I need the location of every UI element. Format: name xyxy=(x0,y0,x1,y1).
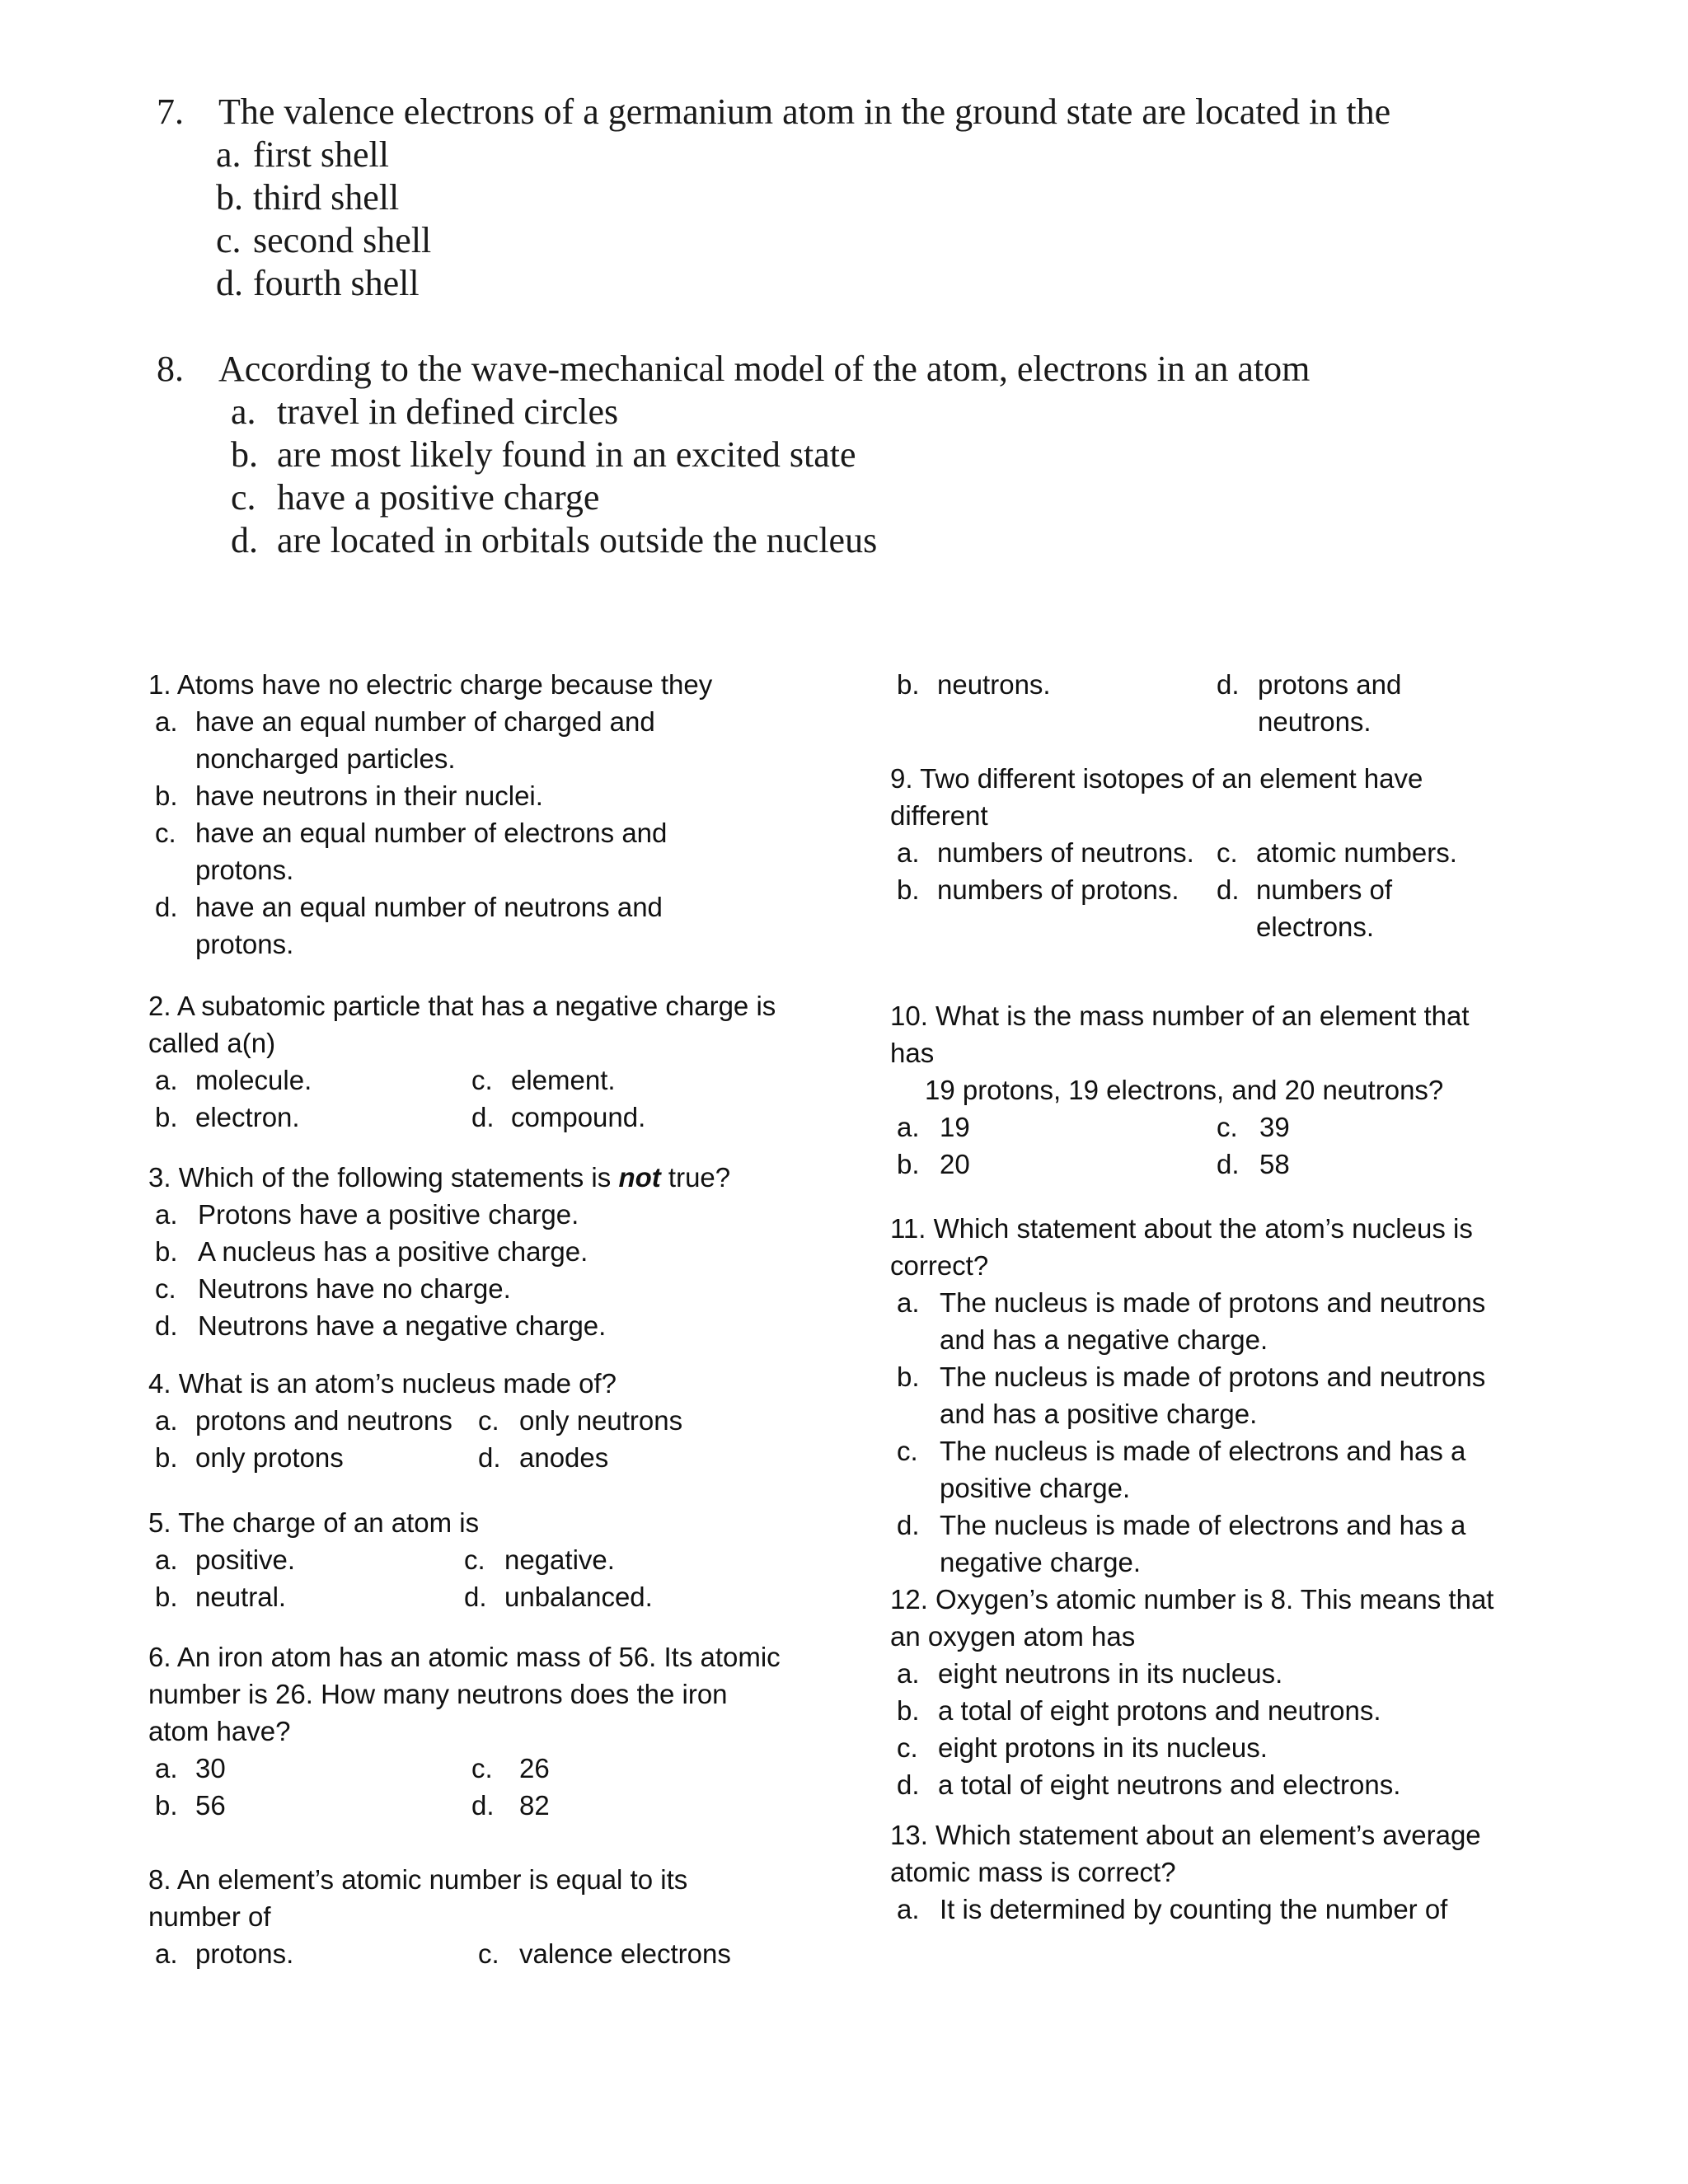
option-c: c. eight protons in its nucleus. xyxy=(897,1732,1268,1763)
option-d-cont: neutrons. xyxy=(1258,706,1372,737)
option-c: c. have a positive charge xyxy=(231,477,600,518)
option-d: d. have an equal number of neutrons and protons. xyxy=(155,892,663,959)
options-row-bd: b. electron. d. compound. xyxy=(155,1102,646,1132)
option-a: a. have an equal number of charged and noncharged particles. xyxy=(155,706,655,774)
options-row-bd: b. numbers of protons. d. numbers of xyxy=(897,874,1393,905)
question-number: 8. xyxy=(157,349,184,389)
option-b: b. A nucleus has a positive charge. xyxy=(155,1236,588,1267)
question-7 xyxy=(157,91,1475,305)
question-stem-cont: 19 protons, 19 electrons, and 20 neutrons? xyxy=(925,1075,1444,1105)
question-3 xyxy=(148,1159,824,1344)
option-b: b. are most likely found in an excited state xyxy=(231,434,856,475)
option-d: d. Neutrons have a negative charge. xyxy=(155,1310,607,1341)
option-d: d. a total of eight neutrons and electrons. xyxy=(897,1769,1401,1800)
option-a: a. The nucleus is made of protons and neutrons and has a negative charge. xyxy=(897,1287,1486,1355)
question-stem: 5. The charge of an atom is xyxy=(148,1507,480,1538)
question-stem-cont: different xyxy=(890,800,988,831)
question-4 xyxy=(148,1365,824,1476)
options-row-ac: a. positive. c. negative. xyxy=(155,1544,615,1575)
question-stem-cont: correct? xyxy=(890,1250,989,1281)
options-row-ac: a. 30 c. 26 xyxy=(155,1753,550,1783)
option-b: b. a total of eight protons and neutrons. xyxy=(897,1695,1381,1726)
question-stem-cont: atomic mass is correct? xyxy=(890,1857,1176,1887)
question-stem-cont: number is 26. How many neutrons does the iron xyxy=(148,1679,728,1709)
question-11 xyxy=(890,1210,1632,1581)
question-stem: 9. Two different isotopes of an element have xyxy=(890,763,1423,794)
question-5 xyxy=(148,1504,824,1615)
options-row-ac: a. numbers of neutrons. c. atomic numbers. xyxy=(897,837,1457,868)
option-a: a. eight neutrons in its nucleus. xyxy=(897,1658,1283,1689)
options-row-ac: a. molecule. c. element. xyxy=(155,1065,616,1095)
question-stem-cont: number of xyxy=(148,1901,271,1932)
question-stem: 11. Which statement about the atom’s nucleus is xyxy=(890,1213,1473,1244)
question-text: According to the wave-mechanical model of the atom, electrons in an atom xyxy=(218,349,1311,389)
option-d: d. fourth shell xyxy=(216,263,420,303)
question-10 xyxy=(890,997,1632,1183)
option-b: b. third shell xyxy=(216,177,400,218)
option-b: b. have neutrons in their nuclei. xyxy=(155,780,543,811)
question-stem-cont: an oxygen atom has xyxy=(890,1621,1136,1652)
options-row-ac: a. protons. c. valence electrons xyxy=(155,1938,731,1969)
question-stem-cont: has xyxy=(890,1038,935,1068)
option-a: a. travel in defined circles xyxy=(231,391,619,432)
question-8-continued xyxy=(890,666,1632,740)
question-stem: 13. Which statement about an element’s average xyxy=(890,1820,1481,1850)
question-9 xyxy=(890,760,1632,945)
question-stem: 8. An element’s atomic number is equal to its xyxy=(148,1864,688,1895)
question-13 xyxy=(890,1816,1632,1928)
option-a: a. It is determined by counting the number of xyxy=(897,1894,1448,1924)
question-8-top xyxy=(157,348,1475,562)
question-stem: 3. Which of the following statements is not true? xyxy=(148,1162,731,1193)
question-text: The valence electrons of a germanium atom in the ground state are located in the xyxy=(218,91,1391,132)
options-row-bd: b. neutrons. d. protons and xyxy=(897,669,1402,700)
question-stem: 10. What is the mass number of an element that xyxy=(890,1001,1470,1031)
options-row-bd: b. neutral. d. unbalanced. xyxy=(155,1582,653,1612)
question-number: 7. xyxy=(157,91,184,132)
option-b: b. The nucleus is made of protons and neutrons and has a positive charge. xyxy=(897,1361,1486,1429)
options-row-ac: a. 19 c. 39 xyxy=(897,1112,1290,1142)
question-stem: 1. Atoms have no electric charge because they xyxy=(148,669,713,700)
question-stem: 6. An iron atom has an atomic mass of 56. Its atomic xyxy=(148,1642,781,1672)
question-1 xyxy=(148,666,824,963)
question-12 xyxy=(890,1581,1632,1803)
option-a: a. first shell xyxy=(216,134,389,175)
option-c: c. second shell xyxy=(216,220,432,260)
option-c: c. have an equal number of electrons and protons. xyxy=(155,818,668,885)
option-d-cont: electrons. xyxy=(1256,912,1375,942)
options-row-bd: b. 56 d. 82 xyxy=(155,1790,550,1821)
question-stem: 4. What is an atom’s nucleus made of? xyxy=(148,1368,617,1399)
question-stem: 12. Oxygen’s atomic number is 8. This means that xyxy=(890,1584,1494,1615)
options-row-ac: a. protons and neutrons c. only neutrons xyxy=(155,1405,683,1436)
option-c: c. Neutrons have no charge. xyxy=(155,1273,511,1304)
question-stem-cont: called a(n) xyxy=(148,1028,276,1058)
option-d: d. The nucleus is made of electrons and has a negative charge. xyxy=(897,1510,1466,1577)
options-row-bd: b. 20 d. 58 xyxy=(897,1149,1290,1179)
option-d: d. are located in orbitals outside the nucleus xyxy=(231,520,878,560)
question-stem: 2. A subatomic particle that has a negative charge is xyxy=(148,991,776,1021)
option-a: a. Protons have a positive charge. xyxy=(155,1199,579,1230)
emphasis-not: not xyxy=(618,1162,661,1193)
question-2 xyxy=(148,987,824,1136)
question-6 xyxy=(148,1638,824,1824)
question-stem-cont: atom have? xyxy=(148,1716,291,1746)
options-row-bd: b. only protons d. anodes xyxy=(155,1442,609,1473)
option-c: c. The nucleus is made of electrons and has a positive charge. xyxy=(897,1436,1466,1503)
question-8 xyxy=(148,1861,824,1972)
